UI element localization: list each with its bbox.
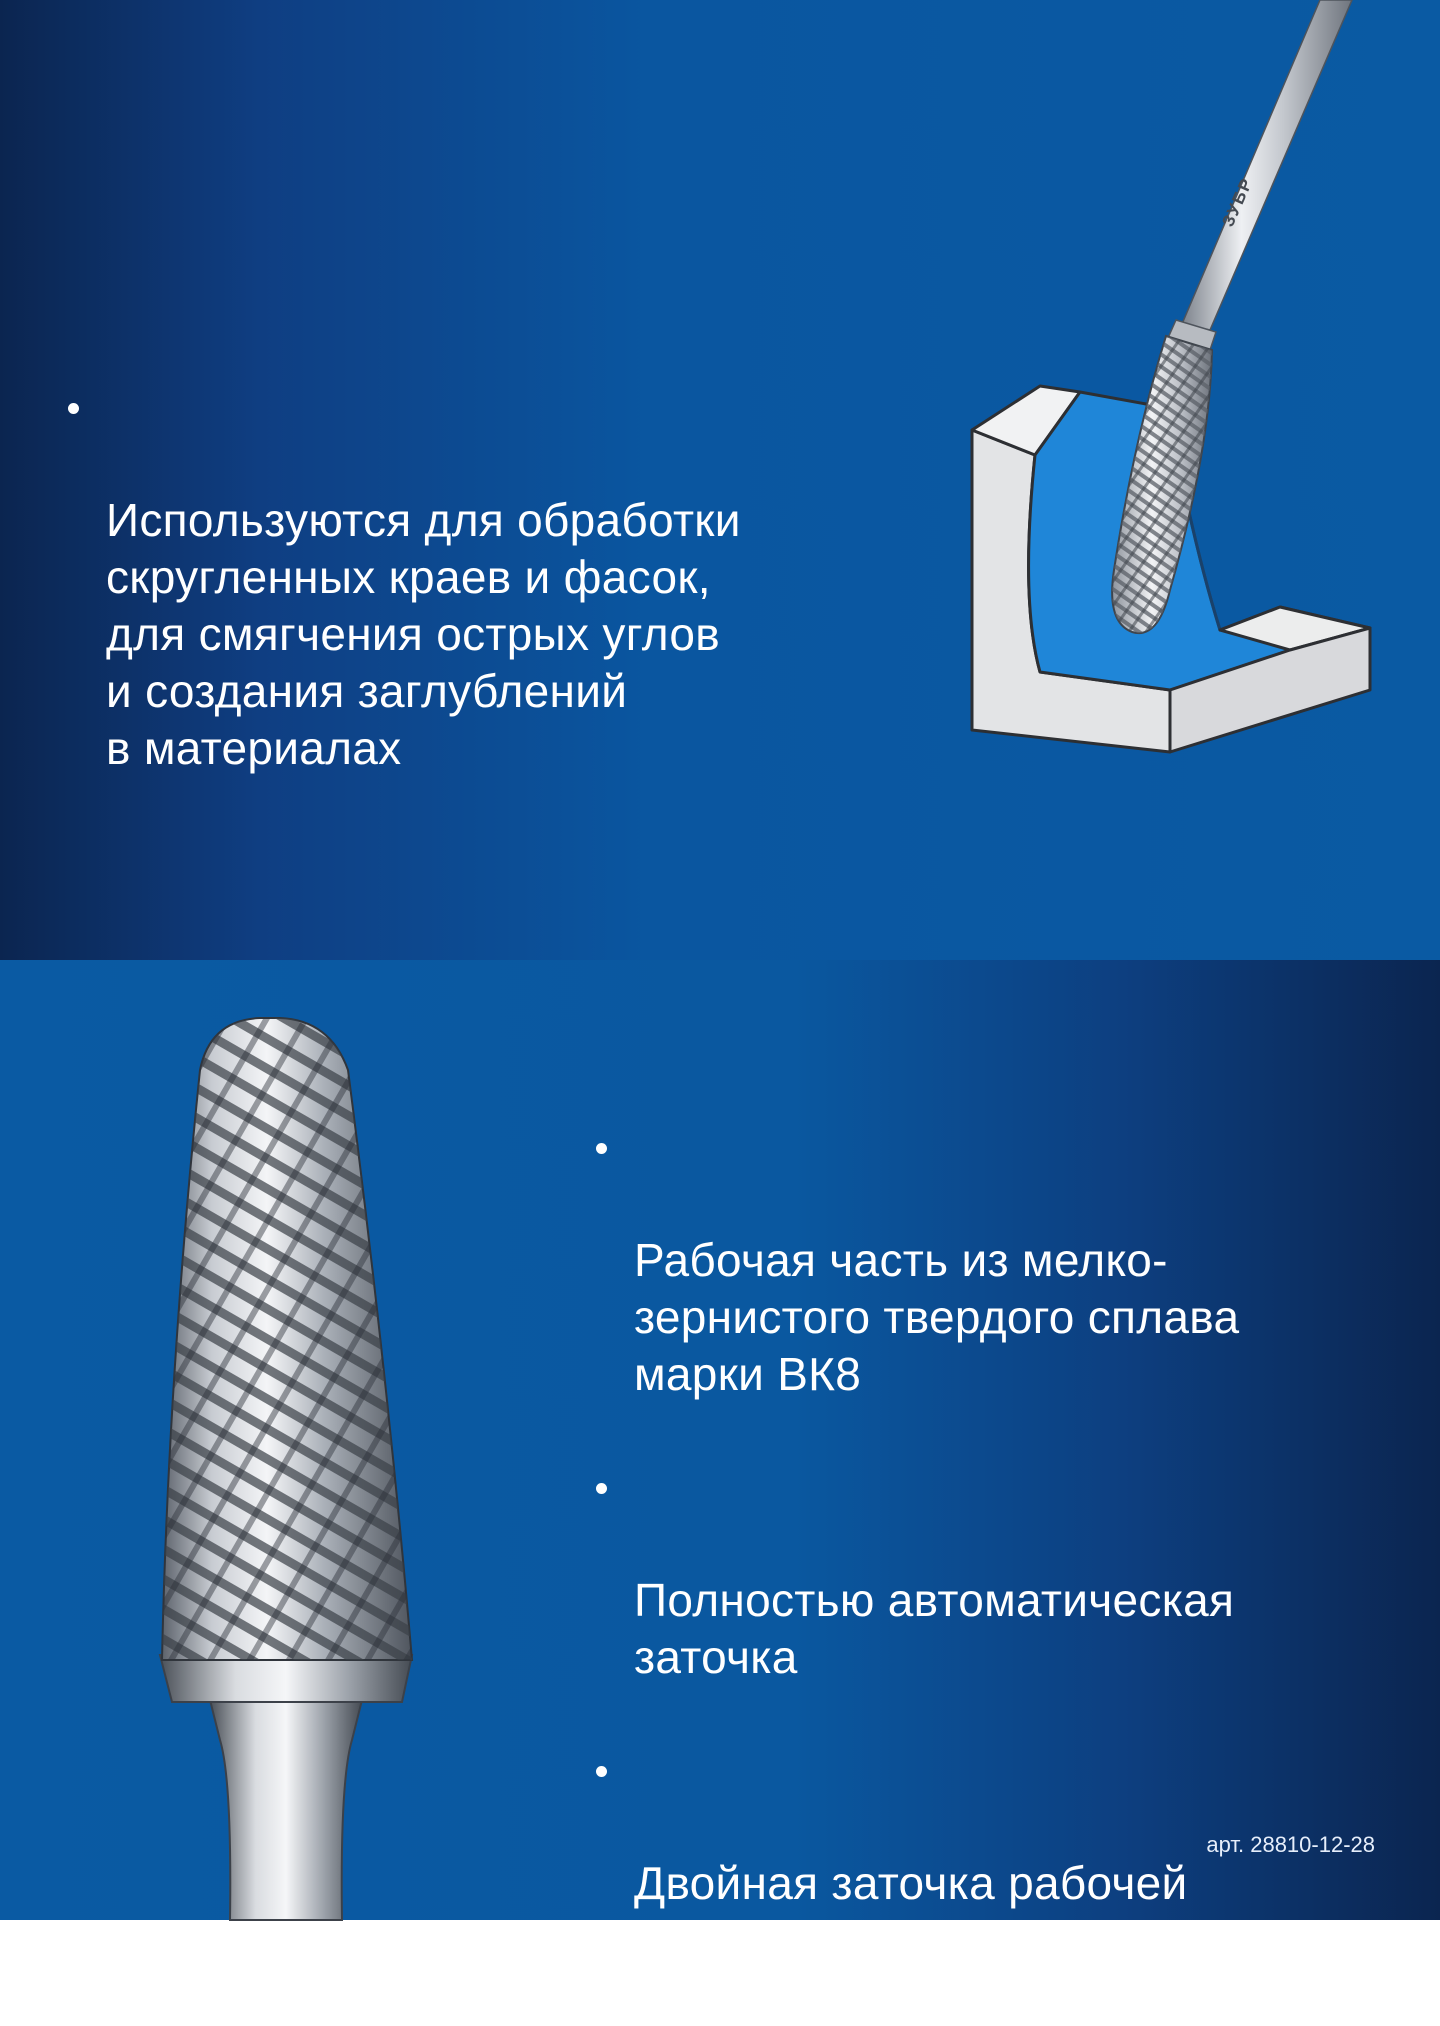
feature-item <box>590 1118 1410 1403</box>
bullet-dot <box>596 1483 607 1494</box>
shank-marking: ЗУБР <box>1218 174 1257 230</box>
feature-item <box>590 1741 1410 2026</box>
feature-item <box>590 1458 1410 1686</box>
feature-text: Рабочая часть из мелко- зернистого твердого сплава марки ВК8 <box>634 1234 1240 1400</box>
usage-item <box>62 378 882 777</box>
usage-text: Используются для обработки скругленных краев и фасок, для смягчения острых углов и создания заглублений в материалах <box>106 494 741 774</box>
bottom-panel <box>0 960 1440 2023</box>
bullet-dot <box>596 1143 607 1154</box>
workpiece-illustration <box>920 0 1440 960</box>
features-list <box>590 1118 1410 2026</box>
burr-tool-large <box>140 960 470 1920</box>
feature-text: Полностью автоматическая заточка <box>634 1574 1235 1683</box>
usage-list <box>62 378 882 777</box>
top-panel <box>0 0 1440 960</box>
article-number: арт. 28810-12-28 <box>1206 1832 1375 1857</box>
burr-tool-small <box>1112 0 1352 633</box>
feature-text: Двойная заточка рабочей части подходит для большинства материалов <box>634 1857 1194 2023</box>
bullet-dot <box>596 1766 607 1777</box>
bullet-dot <box>68 403 79 414</box>
